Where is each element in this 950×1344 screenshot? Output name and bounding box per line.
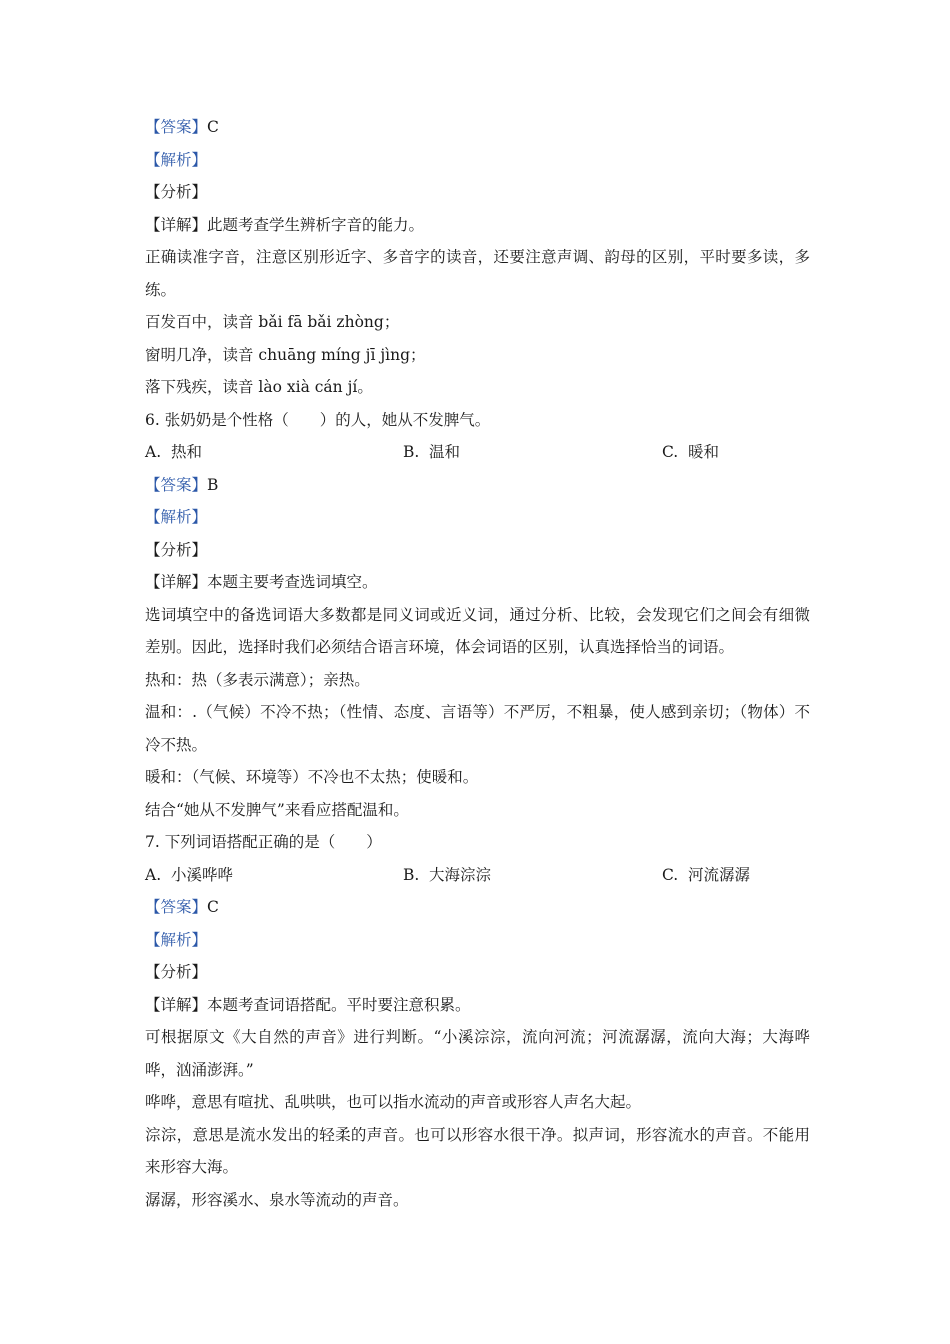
q6-line-3: 暖和：（气候、环境等）不冷也不太热；使暖和。 [145, 768, 479, 786]
q7-option-c [662, 859, 750, 892]
q7-line-3: 潺潺，形容溪水、泉水等流动的声音。 [145, 1190, 409, 1209]
q5-line-3: 落下残疾，读音 lào xià cán jí。 [145, 378, 373, 396]
option-key: B. [403, 865, 420, 884]
option-text: 小溪哗哗 [171, 865, 234, 884]
q6-option-c [662, 436, 719, 469]
q5-fenxi-head [145, 176, 810, 209]
q6-answer: B [207, 475, 219, 494]
analysis-tag: 【解析】 [145, 508, 208, 526]
q6-fenxi-head [145, 534, 810, 567]
q7-fenxi-head [145, 956, 810, 989]
q7-option-b [403, 859, 662, 892]
analysis-tag: 【解析】 [145, 930, 208, 949]
q7-option-a [145, 859, 403, 892]
q5-answer-line [145, 111, 810, 144]
q6-options [145, 436, 810, 469]
detail-tag: 【详解】 [145, 573, 208, 591]
q5-detail: 此题考查学生辨析字音的能力。 [207, 215, 425, 234]
q6-stem: 6. 张奶奶是个性格（ ）的人，她从不发脾气。 [145, 410, 491, 429]
option-key: B. [403, 443, 420, 461]
q6-option-b [403, 436, 662, 469]
document-content [145, 111, 810, 1216]
fenxi-tag: 【分析】 [145, 183, 208, 201]
analysis-tag: 【解析】 [145, 150, 208, 169]
q5-line-2: 窗明几净，读音 chuāng míng jī jìng； [145, 345, 426, 364]
q7-body: 可根据原文《大自然的声音》进行判断。“小溪淙淙，流向河流；河流潺潺，流向大海；大海哗哗，汹涌澎湃。” [145, 1028, 810, 1079]
answer-tag: 【答案】 [145, 118, 208, 136]
answer-tag: 【答案】 [145, 475, 208, 494]
option-text: 大海淙淙 [429, 865, 492, 884]
q5-line-1: 百发百中，读音 bǎi fā bǎi zhòng； [145, 313, 400, 331]
q6-detail: 本题主要考查选词填空。 [207, 573, 378, 591]
option-text: 河流潺潺 [688, 865, 751, 884]
q7-line-1: 哗哗，意思有喧扰、乱哄哄，也可以指水流动的声音或形容人声名大起。 [145, 1093, 642, 1111]
q7-options [145, 859, 810, 892]
option-key: C. [662, 443, 679, 461]
option-key: C. [662, 865, 679, 884]
fenxi-tag: 【分析】 [145, 540, 208, 559]
option-text: 温和 [429, 443, 461, 461]
q6-line-2: 温和：.（气候）不冷不热；（性情、态度、言语等）不严厉，不粗暴，使人感到亲切；（物体）不冷不热。 [145, 703, 810, 754]
q5-analysis-head [145, 144, 810, 177]
option-key: A. [145, 443, 162, 461]
q7-line-2: 淙淙，意思是流水发出的轻柔的声音。也可以形容水很干净。拟声词，形容流水的声音。不能用来形容大海。 [145, 1125, 810, 1176]
q6-detail-line [145, 566, 810, 599]
q6-analysis-head [145, 501, 810, 534]
q6-line-1: 热和：热（多表示满意）；亲热。 [145, 670, 370, 689]
option-text: 暖和 [688, 443, 720, 461]
option-key: A. [145, 865, 162, 884]
q7-detail-line [145, 989, 810, 1022]
q7-answer: C [207, 898, 219, 916]
q6-line-4: 结合“她从不发脾气”来看应搭配温和。 [145, 800, 409, 819]
q6-answer-line [145, 469, 810, 502]
detail-tag: 【详解】 [145, 995, 208, 1014]
q7-analysis-head [145, 924, 810, 957]
option-text: 热和 [171, 443, 203, 461]
q7-detail: 本题考查词语搭配。平时要注意积累。 [207, 995, 471, 1014]
q5-body: 正确读准字音，注意区别形近字、多音字的读音，还要注意声调、韵母的区别，平时要多读，多练。 [145, 248, 810, 299]
detail-tag: 【详解】 [145, 215, 208, 234]
q6-option-a [145, 436, 403, 469]
answer-tag: 【答案】 [145, 898, 208, 916]
q5-answer: C [207, 118, 219, 136]
fenxi-tag: 【分析】 [145, 963, 208, 981]
q5-detail-line [145, 209, 810, 242]
q6-body: 选词填空中的备选词语大多数都是同义词或近义词，通过分析、比较，会发现它们之间会有细微差别。因此，选择时我们必须结合语言环境，体会词语的区别，认真选择恰当的词语。 [145, 605, 810, 656]
q7-stem: 7. 下列词语搭配正确的是（ ） [145, 833, 382, 851]
q7-answer-line [145, 891, 810, 924]
